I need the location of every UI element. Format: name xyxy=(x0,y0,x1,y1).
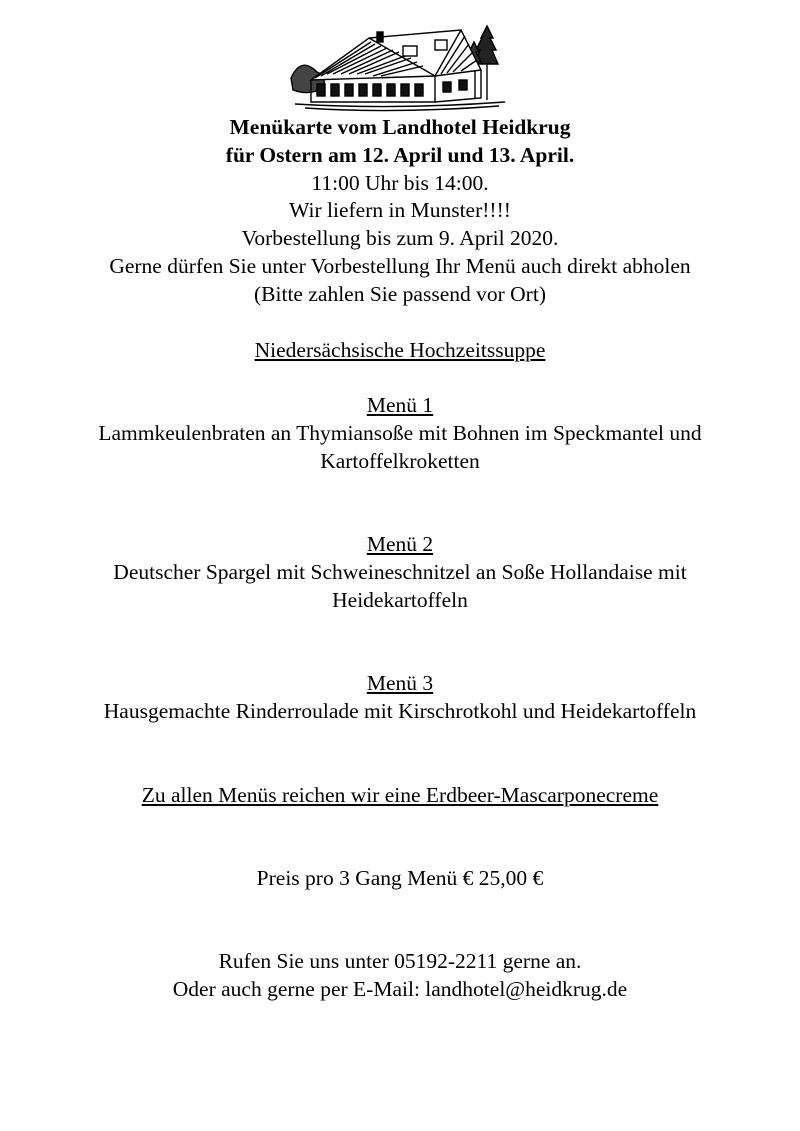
menu-2-title: Menü 2 xyxy=(366,532,434,556)
hotel-house-drawing-icon xyxy=(285,18,515,114)
menu-2-desc-line-1: Deutscher Spargel mit Schweineschnitzel an Soße Hollandaise mit xyxy=(113,560,687,584)
dessert-note: Zu allen Menüs reichen wir eine Erdbeer-Mascarponecreme xyxy=(141,783,659,807)
info-preorder: Vorbestellung bis zum 9. April 2020. xyxy=(241,226,559,250)
menu-2-desc-line-2: Heidekartoffeln xyxy=(332,588,468,612)
title-line-1: Menükarte vom Landhotel Heidkrug xyxy=(229,115,571,139)
menu-3-title: Menü 3 xyxy=(366,671,434,695)
soup-course: Niedersächsische Hochzeitssuppe xyxy=(254,338,546,362)
menu-1-desc-line-1: Lammkeulenbraten an Thymiansoße mit Bohnen im Speckmantel und xyxy=(98,421,702,445)
menu-3-desc-line-1: Hausgemachte Rinderroulade mit Kirschrotkohl und Heidekartoffeln xyxy=(103,699,697,723)
title-line-2: für Ostern am 12. April und 13. April. xyxy=(225,143,575,167)
info-time: 11:00 Uhr bis 14:00. xyxy=(311,171,489,195)
menu-1-title: Menü 1 xyxy=(366,393,434,417)
price-line: Preis pro 3 Gang Menü € 25,00 € xyxy=(256,866,544,890)
contact-phone: Rufen Sie uns unter 05192-2211 gerne an. xyxy=(218,949,582,973)
contact-email: Oder auch gerne per E-Mail: landhotel@heidkrug.de xyxy=(172,977,628,1001)
info-pickup: Gerne dürfen Sie unter Vorbestellung Ihr Menü auch direkt abholen xyxy=(109,254,691,278)
info-payment: (Bitte zahlen Sie passend vor Ort) xyxy=(254,282,546,306)
menu-1-desc-line-2: Kartoffelkroketten xyxy=(320,449,480,473)
info-delivery: Wir liefern in Munster!!!! xyxy=(289,198,511,222)
